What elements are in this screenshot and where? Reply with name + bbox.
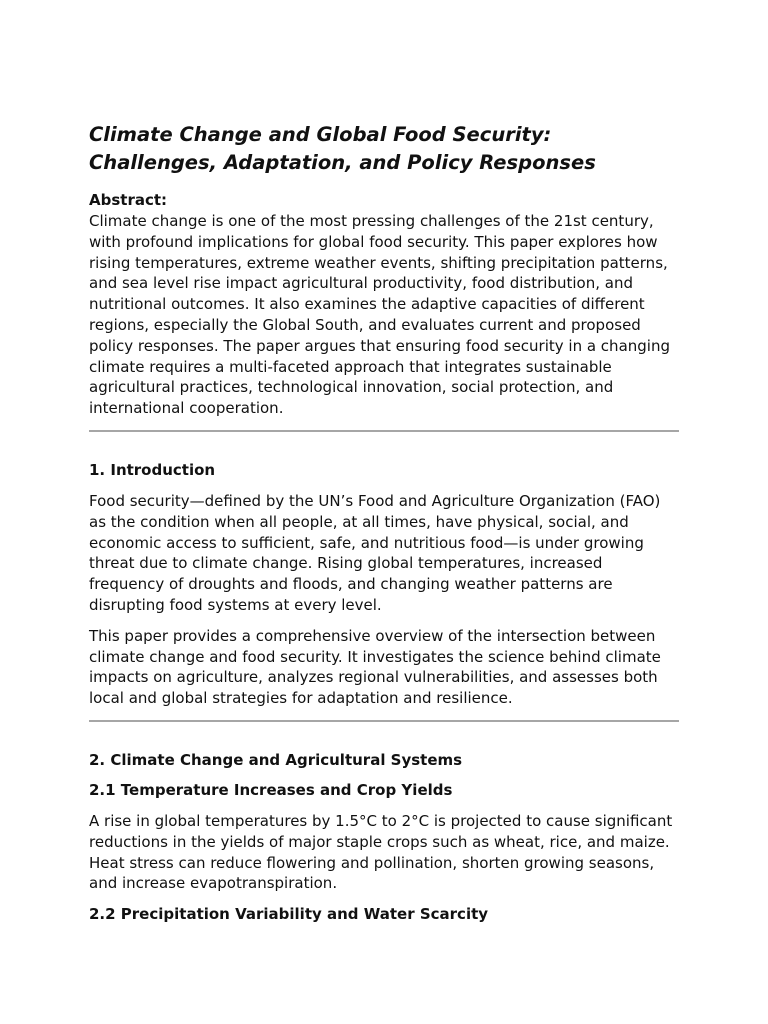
section-divider xyxy=(89,430,679,432)
section-divider xyxy=(89,720,679,722)
abstract-label: Abstract: xyxy=(89,191,168,209)
section-heading-introduction: 1. Introduction xyxy=(89,460,216,479)
abstract-text: Climate change is one of the most pressing challenges of the 21st century, with profound implications for global food security. This paper explores how rising temperatures, extreme weather events, shifting precipitation patterns, and sea level rise impact agricultural productivity, food distribution, and nutritional outcomes. It also examines the adaptive capacities of different regions, especially the Global South, and evaluates current and proposed policy responses. The paper argues that ensuring food security in a changing climate requires a multi-faceted approach that integrates sustainable agricultural practices, technological innovation, social protection, and international cooperation. xyxy=(89,212,670,418)
document-page xyxy=(89,121,679,924)
temperature-paragraph: A rise in global temperatures by 1.5°C to 2°C is projected to cause significant reductions in the yields of major staple crops such as wheat, rice, and maize. Heat stress can reduce flowering and pollination, shorten growing seasons, and increase evapotranspiration. xyxy=(89,811,673,893)
section-heading-climate-agriculture: 2. Climate Change and Agricultural Systems xyxy=(89,750,463,769)
introduction-paragraph-2: This paper provides a comprehensive overview of the intersection between climate change and food security. It investigates the science behind climate impacts on agriculture, analyzes regional vulnerabilities, and assesses both local and global strategies for adaptation and resilience. xyxy=(89,626,661,708)
document-title-line-2: Challenges, Adaptation, and Policy Responses xyxy=(89,151,596,174)
introduction-paragraph-1: Food security—defined by the UN’s Food and Agriculture Organization (FAO) as the condition when all people, at all times, have physical, social, and economic access to sufficient, safe, and nutritious food—is under growing threat due to climate change. Rising global temperatures, increased frequency of droughts and floods, and changing weather patterns are disrupting food systems at every level. xyxy=(89,491,661,614)
subsection-heading-precipitation: 2.2 Precipitation Variability and Water Scarcity xyxy=(89,905,489,924)
document-title-line-1: Climate Change and Global Food Security: xyxy=(89,123,552,146)
document-title xyxy=(89,121,679,177)
subsection-heading-temperature: 2.1 Temperature Increases and Crop Yields xyxy=(89,780,453,799)
